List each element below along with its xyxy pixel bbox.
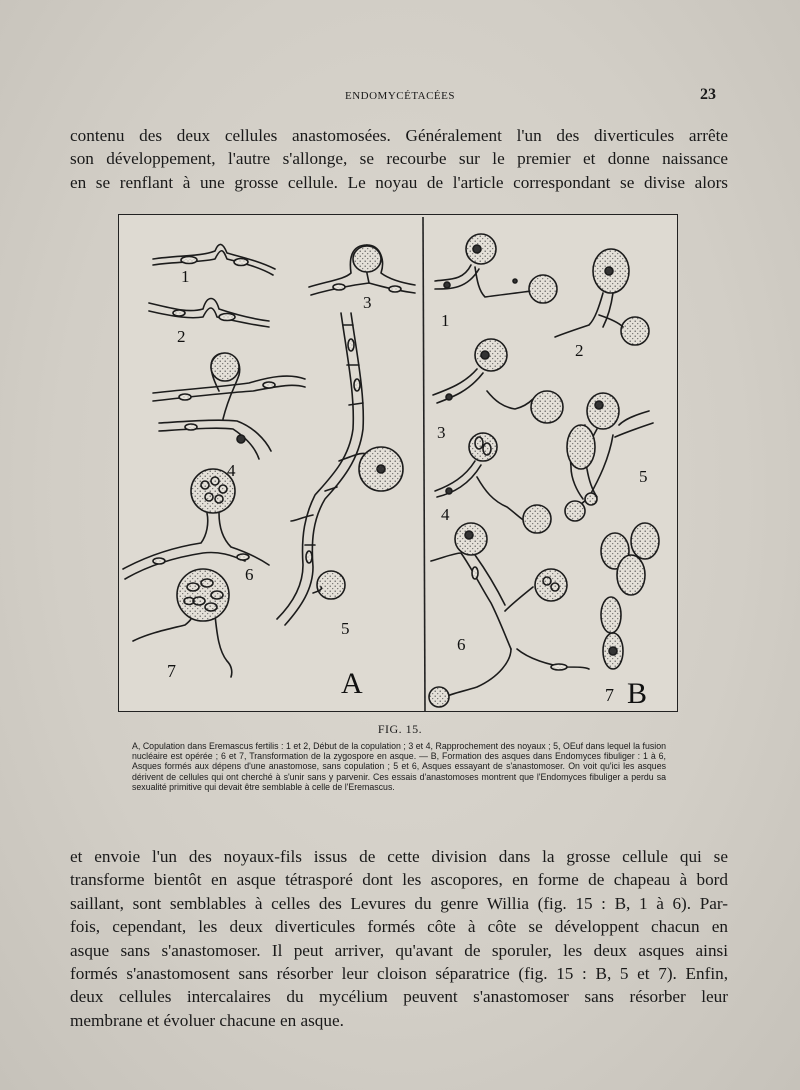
fig-label-b5: 5 xyxy=(639,467,648,486)
fig-label-a2: 2 xyxy=(177,327,186,346)
page-number: 23 xyxy=(700,86,716,103)
fig-label-b4: 4 xyxy=(441,505,450,524)
fig-label-b1: 1 xyxy=(441,311,450,330)
text-line: deux cellules intercalaires du mycélium peuvent s'anastomoser sans résorber leur xyxy=(70,987,728,1007)
panel-b-letter: B xyxy=(627,677,648,710)
caption-line: des noyaux ; 5, OEuf dans lequel la fusion nucléaire est opérée ; 6 et 7, Transformation de la xyxy=(132,741,666,762)
a5-hyphae xyxy=(277,313,403,625)
b2-cells xyxy=(433,339,563,423)
fig-label-b6: 6 xyxy=(457,635,466,654)
text-line: transforme bientôt en asque tétrasporé dont les ascopores, en forme de chapeau à bord xyxy=(70,870,728,890)
paragraph-top xyxy=(70,124,728,194)
a1-hyphae xyxy=(153,244,275,275)
running-head xyxy=(0,88,800,108)
caption-line: On voit qu'ici les asques dérivent de cellules qui ont cherché à s'unir sans y parvenir. Ces essais xyxy=(132,761,666,782)
text-line: asque sans s'anastomoser. Il peut arriver, qu'avant de sporuler, les deux asques ainsi xyxy=(70,940,728,960)
figure-drawing xyxy=(119,215,679,713)
text-line: et envoie l'un des noyaux-fils issus de cette division dans la grosse cellule qui se xyxy=(70,847,728,866)
text-line: fois, cependant, les deux diverticules formés côte à côte se développent chacun en xyxy=(70,917,728,937)
text-line: contenu des deux cellules anastomosées. Généralement l'un des diverticules arrête xyxy=(70,126,728,145)
panel-divider xyxy=(423,217,425,711)
fig-label-b3: 3 xyxy=(437,423,446,442)
running-title: ENDOMYCÉTACÉES xyxy=(344,90,455,102)
text-line: formés s'anastomosent sans résorber leur cloison séparatrice (fig. 15 : B, 5 et 7). Enfin, xyxy=(70,964,728,984)
caption-line: A, Copulation dans Eremascus fertilis : 1 et 2, Début de la copulation ; 3 et 4, Rapprochement xyxy=(132,741,499,751)
text-line: saillant, sont semblables à celles des Levures du genre Willia (fig. 15 : B, 1 à 6). Par- xyxy=(70,893,728,913)
fig-label-b7: 7 xyxy=(605,685,614,705)
a4-hyphae xyxy=(153,353,305,459)
fig-label-a1: 1 xyxy=(181,267,190,286)
caption-line: semblable à celle de l'Eremascus. xyxy=(262,781,395,792)
text-line: membrane et évoluer chacune en asque. xyxy=(70,1010,344,1030)
figure-15 xyxy=(118,214,678,712)
b6-cells xyxy=(429,523,589,707)
paragraph-bottom xyxy=(70,845,728,1032)
b1-cells xyxy=(435,234,649,345)
figure-caption-title: FIG. 15. xyxy=(377,722,423,736)
figure-caption xyxy=(132,741,666,792)
text-line: en se renflant à une grosse cellule. Le noyau de l'article correspondant se divise alors xyxy=(70,172,728,192)
a2-hyphae xyxy=(149,299,269,328)
panel-a-letter: A xyxy=(341,667,363,700)
fig-label-b2: 2 xyxy=(575,341,584,360)
caption-line: formés aux dépens d'une anastomose, sans copulation ; 5 et 6, Asques essayant de s'anastomoser. xyxy=(164,761,565,772)
fig-label-a4: 4 xyxy=(227,461,236,480)
a7-hyphae xyxy=(133,569,232,677)
a6-hyphae xyxy=(123,469,269,579)
a3-hyphae xyxy=(309,245,415,295)
b3-cells xyxy=(435,433,551,533)
text-line: son développement, l'autre s'allonge, se recourbe sur le premier et donne naissance xyxy=(70,149,728,169)
fig-label-a6: 6 xyxy=(245,565,254,584)
caption-line: d'anastomoses montrent que l'Endomyces fibuliger a perdu sa sexualité primitive qui devait être xyxy=(132,771,666,792)
b5-cells xyxy=(565,393,653,521)
fig-label-a3: 3 xyxy=(363,293,372,312)
b7-cells xyxy=(601,523,659,669)
caption-line: zygospore en asque. — B, Formation des asques dans Endomyces fibuliger : 1 à 6, Asques xyxy=(132,751,666,772)
fig-label-a7: 7 xyxy=(167,661,176,681)
fig-label-a5: 5 xyxy=(341,619,350,638)
